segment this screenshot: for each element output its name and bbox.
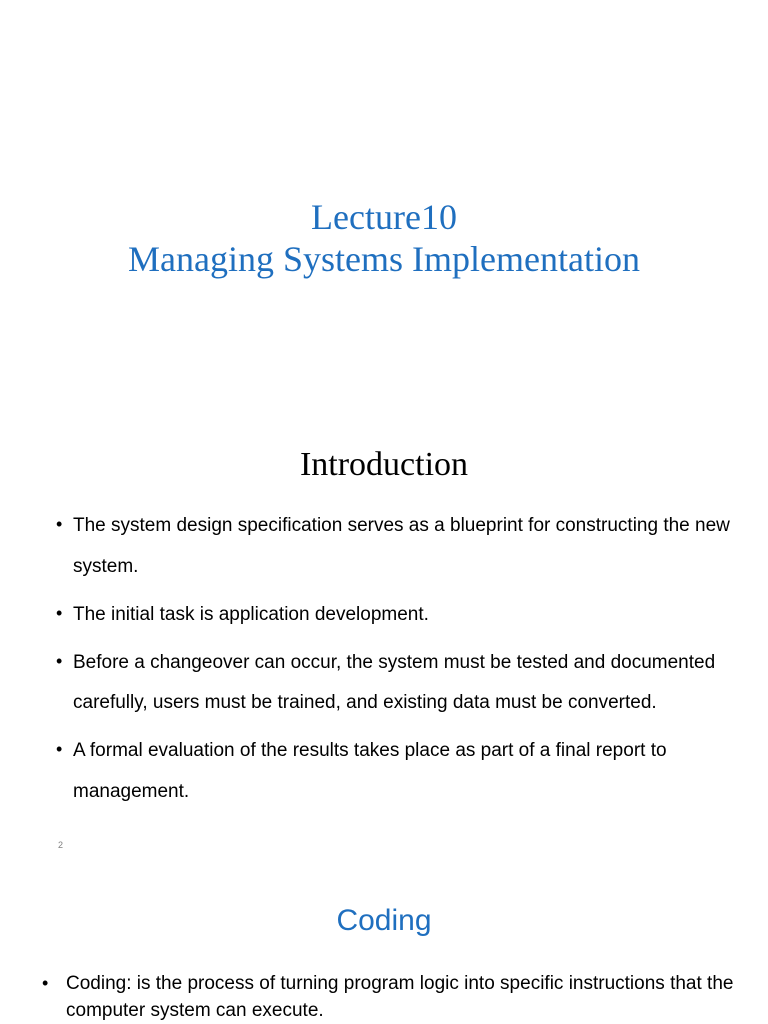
introduction-heading: Introduction [299,446,469,483]
title-line-lecture: Lecture10 [311,197,457,237]
slide-page-number: 2 [58,840,64,850]
list-item: • Coding: is the process of turning program logic into specific instructions that the computer system can execute. [42,970,742,1024]
slide-title [0,196,768,280]
introduction-bullet-list [56,506,736,820]
coding-heading: Coding [336,904,432,937]
title-line-topic: Managing Systems Implementation [128,239,640,279]
list-item: • The initial task is application development. [56,595,736,636]
list-item: • Before a changeover can occur, the system must be tested and documented carefully, users must be trained, and existing data must be converted. [56,643,736,724]
coding-bullet-list [42,970,742,1024]
list-item: • A formal evaluation of the results takes place as part of a final report to management. [56,731,736,812]
list-item: • The system design specification serves as a blueprint for constructing the new system. [56,506,736,587]
